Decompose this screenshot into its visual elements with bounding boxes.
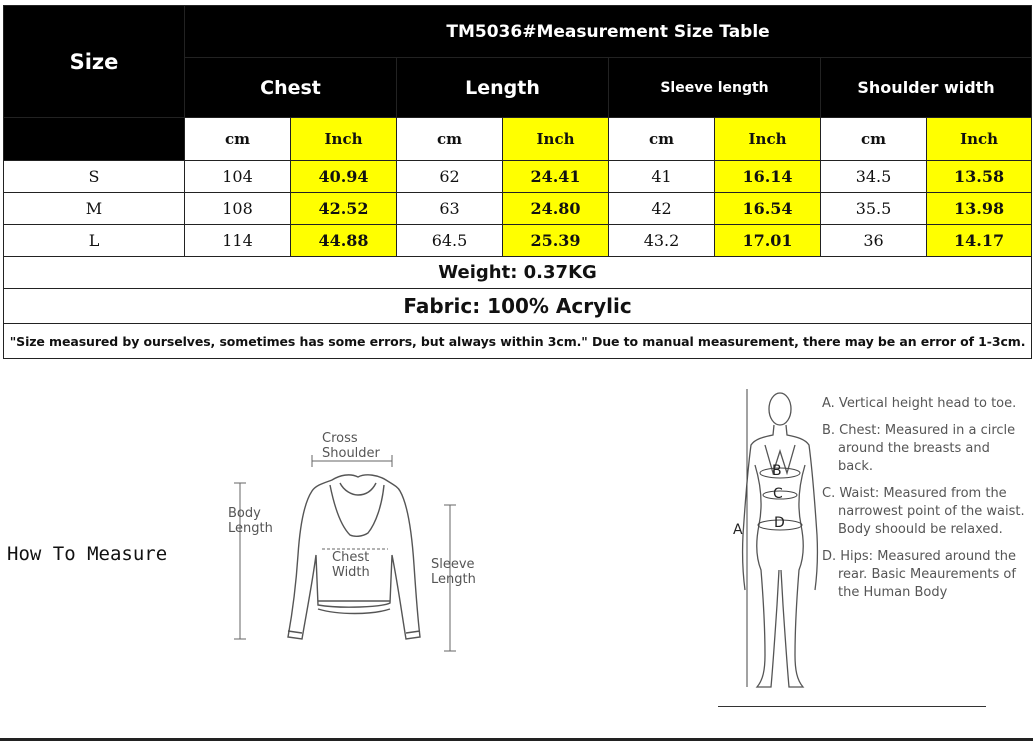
size-cell: M bbox=[4, 193, 185, 225]
chest-inch-header: Inch bbox=[291, 118, 397, 161]
shoulder-cm-cell: 35.5 bbox=[821, 193, 927, 225]
size-cell: S bbox=[4, 161, 185, 193]
chest-width-label-line2: Width bbox=[332, 565, 370, 580]
sleeve-length-label-line1: Sleeve bbox=[431, 557, 475, 572]
length-cm-cell: 63 bbox=[397, 193, 503, 225]
cross-shoulder-label bbox=[322, 431, 380, 461]
note-a: A. Vertical height head to toe. bbox=[822, 396, 1017, 411]
size-column-header: Size bbox=[4, 6, 185, 118]
length-inch-cell: 24.41 bbox=[503, 161, 609, 193]
human-body-icon bbox=[743, 393, 818, 687]
shoulder-cm-header: cm bbox=[821, 118, 927, 161]
length-cm-cell: 64.5 bbox=[397, 225, 503, 257]
length-inch-cell: 24.80 bbox=[503, 193, 609, 225]
sleeve-cm-cell: 42 bbox=[609, 193, 715, 225]
sleeve-inch-cell: 17.01 bbox=[715, 225, 821, 257]
length-inch-cell: 25.39 bbox=[503, 225, 609, 257]
shoulder-cm-cell: 34.5 bbox=[821, 161, 927, 193]
sleeve-length-label bbox=[431, 557, 476, 587]
table-title: TM5036#Measurement Size Table bbox=[185, 6, 1032, 58]
length-inch-header: Inch bbox=[503, 118, 609, 161]
shoulder-cm-cell: 36 bbox=[821, 225, 927, 257]
chest-inch-cell: 44.88 bbox=[291, 225, 397, 257]
body-length-label-line2: Length bbox=[228, 521, 273, 536]
marker-d: D bbox=[774, 515, 785, 531]
body-length-label-line1: Body bbox=[228, 506, 261, 521]
note-b: B. Chest: Measured in a circle around the breasts and back. bbox=[822, 423, 1016, 474]
length-header: Length bbox=[397, 58, 609, 118]
shoulder-width-header: Shoulder width bbox=[821, 58, 1032, 118]
table-row bbox=[4, 193, 1032, 225]
marker-b: B bbox=[772, 463, 782, 479]
shoulder-inch-cell: 13.98 bbox=[927, 193, 1032, 225]
chest-width-label bbox=[332, 550, 370, 580]
length-cm-header: cm bbox=[397, 118, 503, 161]
divider bbox=[718, 706, 986, 707]
note-d: D. Hips: Measured around the rear. Basic Meaurements of the Human Body bbox=[822, 549, 1017, 600]
chest-cm-cell: 108 bbox=[185, 193, 291, 225]
marker-a: A bbox=[733, 522, 743, 538]
cross-shoulder-label-line1: Cross bbox=[322, 431, 358, 446]
shoulder-inch-cell: 13.58 bbox=[927, 161, 1032, 193]
chest-cm-cell: 104 bbox=[185, 161, 291, 193]
body-measurement-notes bbox=[822, 395, 1027, 611]
size-cell: L bbox=[4, 225, 185, 257]
chest-cm-header: cm bbox=[185, 118, 291, 161]
table-row bbox=[4, 225, 1032, 257]
sleeve-length-label-line2: Length bbox=[431, 572, 476, 587]
chest-width-label-line1: Chest bbox=[332, 550, 370, 565]
cross-shoulder-label-line2: Shoulder bbox=[322, 446, 380, 461]
shoulder-inch-header: Inch bbox=[927, 118, 1032, 161]
sleeve-inch-cell: 16.14 bbox=[715, 161, 821, 193]
body-length-label bbox=[228, 506, 273, 536]
table-row bbox=[4, 161, 1032, 193]
chest-cm-cell: 114 bbox=[185, 225, 291, 257]
sleeve-cm-cell: 41 bbox=[609, 161, 715, 193]
chest-header: Chest bbox=[185, 58, 397, 118]
measurement-size-table bbox=[3, 5, 1032, 359]
weight-info: Weight: 0.37KG bbox=[4, 257, 1032, 289]
measurement-note: "Size measured by ourselves, sometimes has some errors, but always within 3cm." Due to manual measurement, there may be an error of 1-3cm. bbox=[4, 324, 1032, 359]
sleeve-length-header: Sleeve length bbox=[609, 58, 821, 118]
fabric-info: Fabric: 100% Acrylic bbox=[4, 289, 1032, 324]
chest-inch-cell: 42.52 bbox=[291, 193, 397, 225]
chest-inch-cell: 40.94 bbox=[291, 161, 397, 193]
sleeve-inch-cell: 16.54 bbox=[715, 193, 821, 225]
shoulder-inch-cell: 14.17 bbox=[927, 225, 1032, 257]
note-c: C. Waist: Measured from the narrowest point of the waist. Body shoould be relaxed. bbox=[822, 486, 1025, 537]
how-to-measure-title: How To Measure bbox=[7, 543, 168, 565]
marker-c: C bbox=[773, 486, 783, 502]
sleeve-inch-header: Inch bbox=[715, 118, 821, 161]
sleeve-cm-cell: 43.2 bbox=[609, 225, 715, 257]
body-figure-diagram bbox=[725, 385, 825, 695]
size-unit-spacer bbox=[4, 118, 185, 161]
length-cm-cell: 62 bbox=[397, 161, 503, 193]
sleeve-cm-header: cm bbox=[609, 118, 715, 161]
